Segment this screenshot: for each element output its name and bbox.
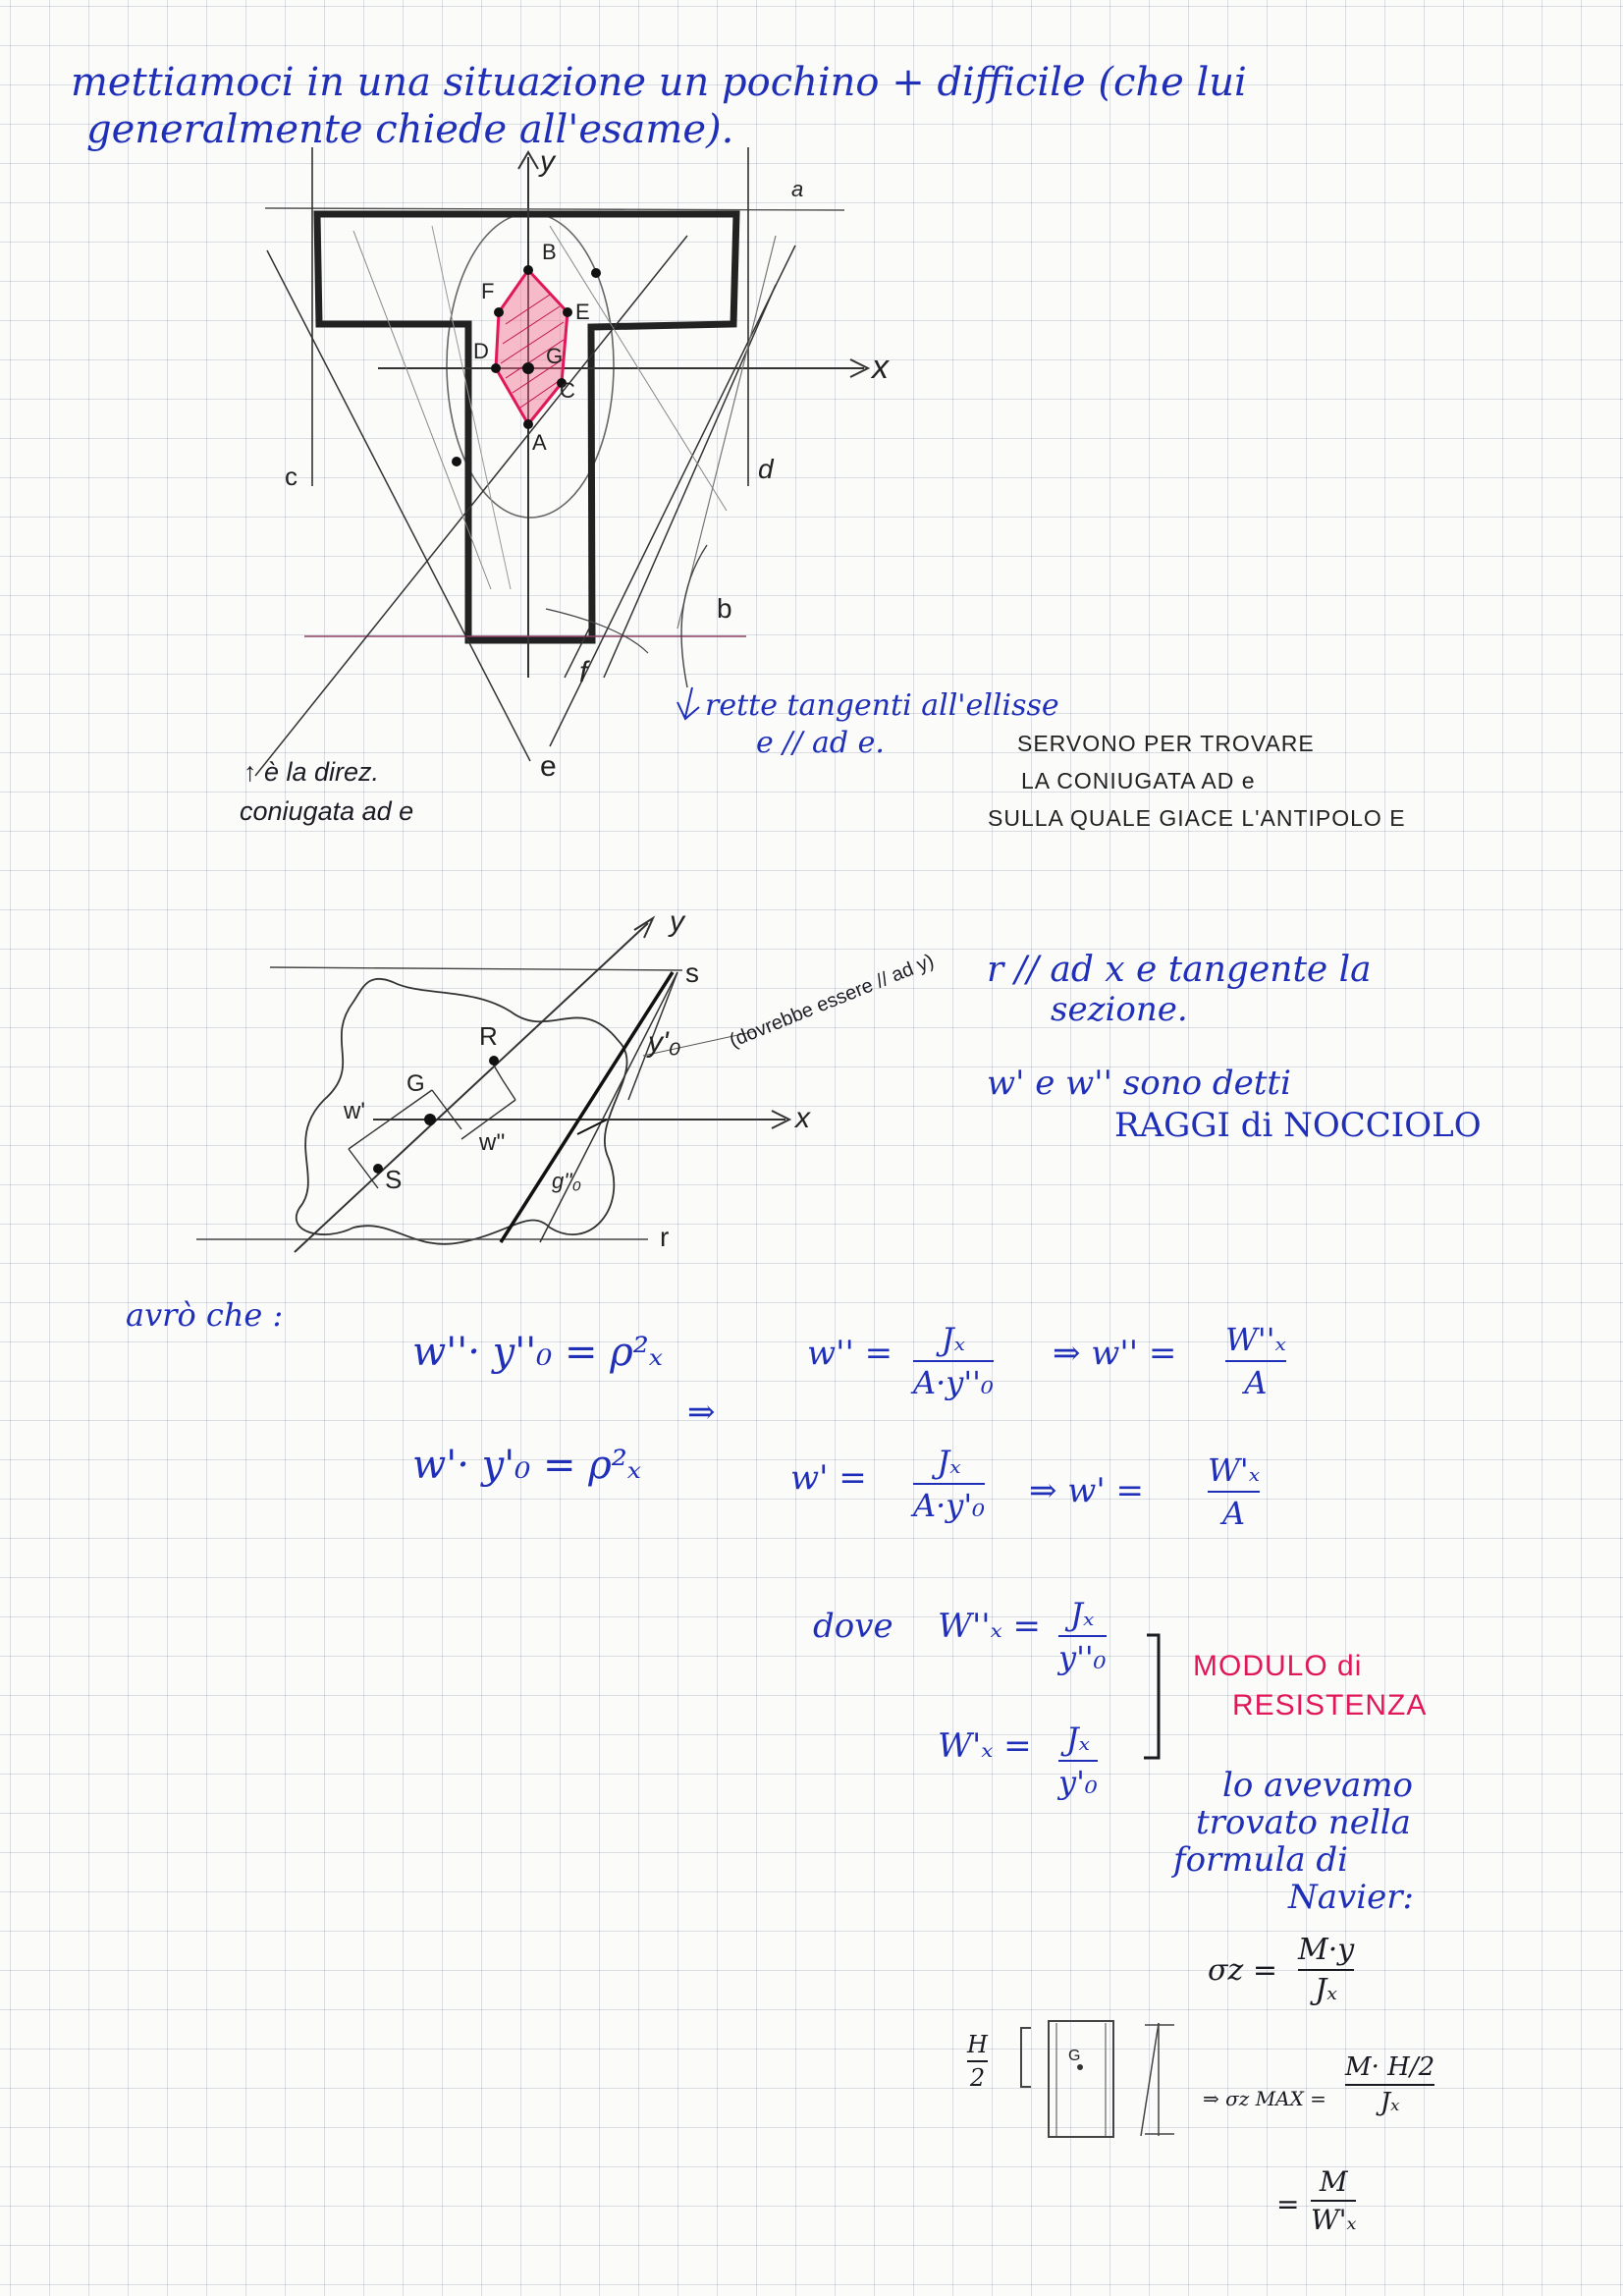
navier-note-2: trovato nella — [1196, 1803, 1411, 1842]
eq4-lhs: w' = — [790, 1458, 867, 1498]
eq3-denominator-2: A — [1244, 1364, 1268, 1401]
navier-note-1: lo avevamo — [1222, 1766, 1413, 1805]
point-G: G — [546, 344, 564, 368]
wx2-denominator: y''₀ — [1058, 1639, 1107, 1676]
fig2-label-r: r — [660, 1222, 670, 1252]
final-denominator: W'ₓ — [1311, 2204, 1357, 2236]
fig2-label-R: R — [479, 1021, 498, 1051]
wx1-denominator: y'₀ — [1058, 1764, 1098, 1801]
navier-note-3: formula di — [1173, 1840, 1349, 1880]
right-note-1: r // ad x e tangente la — [987, 950, 1372, 990]
note-direction-2: coniugata ad e — [240, 796, 414, 826]
eq4-denominator-2: A — [1221, 1495, 1246, 1532]
fig2-label-G: G — [406, 1070, 425, 1097]
sigma-lhs: σz = — [1208, 1953, 1277, 1988]
sigma-max-fraction — [1345, 2052, 1434, 2117]
sigma-denominator: Jₓ — [1315, 1973, 1337, 2007]
fig2-label-S: S — [385, 1165, 403, 1194]
fig2-label-w2: w'' — [479, 1129, 506, 1156]
eq3-mid: ⇒ w'' = — [1053, 1334, 1177, 1373]
modulo-label-2: RESISTENZA — [1232, 1689, 1428, 1722]
caps-note-3: SULLA QUALE GIACE L'ANTIPOLO E — [988, 805, 1406, 831]
final-equals: = — [1276, 2188, 1300, 2220]
header-line-2: generalmente chiede all'esame). — [86, 107, 734, 152]
caps-note-2: LA CONIUGATA AD e — [1021, 768, 1256, 793]
label-c: c — [285, 462, 298, 491]
header-line-1: mettiamoci in una situazione un pochino + difficile (che lui — [71, 60, 1247, 105]
point-D: D — [473, 339, 489, 363]
right-note-3: w' e w'' sono detti — [987, 1064, 1291, 1103]
label-f: f — [579, 656, 588, 688]
h-denominator: 2 — [969, 2064, 986, 2092]
point-C: C — [560, 378, 575, 403]
point-E: E — [575, 300, 590, 324]
dove: dove — [813, 1607, 893, 1646]
implies-arrow: ⇒ — [687, 1393, 716, 1432]
fig2-label-s: s — [685, 957, 699, 988]
point-F: F — [481, 279, 495, 303]
label-a: a — [791, 177, 804, 201]
note-tangents-1: rette tangenti all'ellisse — [705, 688, 1059, 723]
label-b: b — [717, 593, 732, 624]
wx1-lhs: W'ₓ = — [938, 1726, 1032, 1766]
h-numerator: H — [967, 2031, 988, 2058]
fig2-label-y0pp: g''₀ — [552, 1169, 581, 1193]
wx2-lhs: W''ₓ = — [938, 1607, 1042, 1646]
sigma-max-numerator: M· H/2 — [1345, 2052, 1435, 2082]
caps-note-1: SERVONO PER TROVARE — [1017, 731, 1315, 756]
eq3-denominator: A·y''₀ — [913, 1364, 994, 1401]
final-fraction — [1311, 2165, 1356, 2236]
fig2-label-y: y — [670, 905, 684, 938]
fraction-bar — [1345, 2084, 1434, 2086]
point-B: B — [542, 240, 557, 264]
eq3-numerator-2: W''ₓ — [1225, 1321, 1286, 1358]
final-numerator: M — [1319, 2165, 1348, 2198]
label-e: e — [540, 750, 557, 783]
eq4-numerator: Jₓ — [937, 1444, 961, 1481]
h-over-2 — [967, 2031, 988, 2092]
right-note-4: RAGGI di NOCCIOLO — [1114, 1106, 1482, 1145]
fraction-bar — [1298, 1969, 1354, 1971]
eq4-mid: ⇒ w' = — [1029, 1471, 1145, 1510]
sigma-numerator: M·y — [1298, 1933, 1355, 1967]
note-direction-1: ↑ è la direz. — [243, 757, 380, 787]
fig2-label-y0p: y'₀ — [648, 1026, 681, 1059]
fraction-bar — [967, 2060, 988, 2062]
wx2-numerator: Jₓ — [1070, 1596, 1095, 1633]
fig2-label-x: x — [795, 1102, 810, 1134]
right-note-2: sezione. — [1051, 990, 1188, 1029]
eq3-numerator: Jₓ — [941, 1321, 965, 1358]
modulo-label-1: MODULO di — [1193, 1650, 1363, 1682]
point-A: A — [532, 430, 547, 455]
eq4-numerator-2: W'ₓ — [1208, 1451, 1261, 1489]
fig2-label-w1: w' — [344, 1098, 365, 1124]
note-tangents-2: e // ad e. — [756, 726, 885, 760]
fraction-bar — [1311, 2200, 1356, 2202]
wx1-numerator: Jₓ — [1065, 1721, 1090, 1758]
label-x-axis: x — [872, 349, 889, 386]
section-G: G — [1068, 2048, 1081, 2064]
eq-w2-y2: w''· y''₀ = ρ²ₓ — [412, 1330, 663, 1375]
label-d: d — [758, 454, 774, 484]
eq3-lhs: w'' = — [807, 1334, 893, 1373]
eq4-denominator: A·y'₀ — [913, 1487, 985, 1524]
avro-che: avrò che : — [126, 1296, 284, 1334]
sigma-fraction — [1298, 1933, 1354, 2007]
sigma-max-denominator: Jₓ — [1380, 2088, 1400, 2117]
eq-w1-y1: w'· y'₀ = ρ²ₓ — [412, 1443, 641, 1488]
note-should-be-parallel-y: (dovrebbe essere // ad y) — [726, 950, 938, 1053]
navier-note-4: Navier: — [1288, 1878, 1414, 1917]
label-y-axis: y — [540, 145, 555, 178]
sigma-max-lhs: ⇒ σz MAX = — [1203, 2087, 1326, 2110]
